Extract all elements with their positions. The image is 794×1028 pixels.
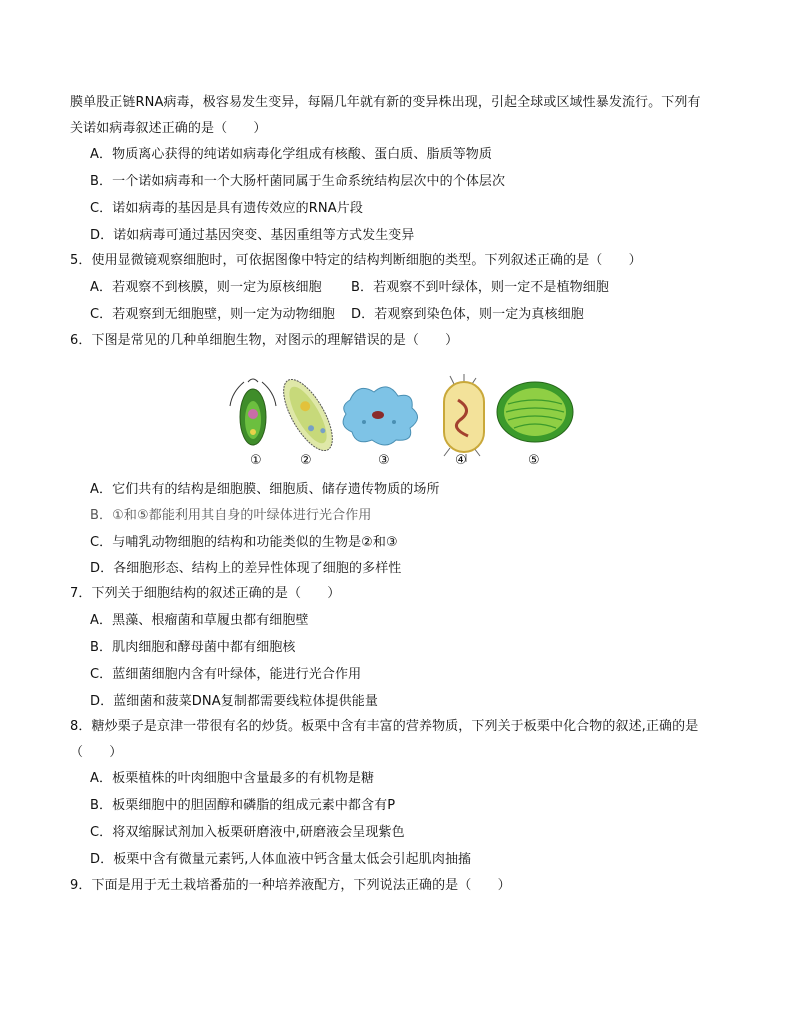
q5-option-d: D．若观察到染色体，则一定为真核细胞 — [351, 307, 584, 322]
q7-stem: 7．下列关于细胞结构的叙述正确的是（ ） — [70, 586, 341, 601]
q8-option-a: A．板栗植株的叶肉细胞中含量最多的有机物是糖 — [90, 771, 375, 786]
q5-option-c: C．若观察到无细胞壁，则一定为动物细胞 — [90, 307, 335, 322]
figure-label-2: ② — [300, 453, 312, 468]
chlamydomonas-illustration — [230, 379, 276, 445]
q7-option-c: C．蓝细菌细胞内含有叶绿体，能进行光合作用 — [90, 667, 362, 682]
q6-stem: 6．下图是常见的几种单细胞生物，对图示的理解错误的是（ ） — [70, 333, 459, 348]
q4-stem-line1: 膜单股正链RNA病毒，极容易发生变异，每隔几年就有新的变异株出现，引起全球或区域性暴发流行。下列有 — [70, 95, 701, 110]
paramecium-illustration — [274, 372, 342, 457]
amoeba-illustration — [343, 387, 417, 445]
q8-option-d: D．板栗中含有微量元素钙,人体血液中钙含量太低会引起肌肉抽搐 — [90, 852, 472, 867]
q8-stem-line1: 8．糖炒栗子是京津一带很有名的炒货。板栗中含有丰富的营养物质，下列关于板栗中化合物的叙述,正确的是 — [70, 719, 699, 734]
q4-option-d: D．诺如病毒可通过基因突变、基因重组等方式发生变异 — [90, 228, 415, 243]
green-alga-illustration — [497, 382, 573, 442]
q8-stem-line2: （ ） — [70, 745, 123, 760]
q5-option-a: A．若观察不到核膜，则一定为原核细胞 — [90, 280, 322, 295]
q9-stem: 9．下面是用于无土栽培番茄的一种培养液配方，下列说法正确的是（ ） — [70, 878, 511, 893]
q5-stem: 5．使用显微镜观察细胞时，可依据图像中特定的结构判断细胞的类型。下列叙述正确的是（ ） — [70, 253, 642, 268]
figure-label-5: ⑤ — [528, 453, 540, 468]
q6-option-d: D．各细胞形态、结构上的差异性体现了细胞的多样性 — [90, 561, 402, 576]
q5-option-b: B．若观察不到叶绿体，则一定不是植物细胞 — [351, 280, 609, 295]
single-cell-organisms-figure — [218, 370, 578, 470]
figure-label-4: ④ — [455, 453, 467, 468]
q4-option-c: C．诺如病毒的基因是具有遗传效应的RNA片段 — [90, 201, 363, 216]
q4-stem-line2: 关诺如病毒叙述正确的是（ ） — [70, 121, 267, 136]
q7-option-a: A．黑藻、根瘤菌和草履虫都有细胞壁 — [90, 613, 309, 628]
q4-option-a: A．物质离心获得的纯诺如病毒化学组成有核酸、蛋白质、脂质等物质 — [90, 147, 492, 162]
figure-label-1: ① — [250, 453, 262, 468]
q7-option-b: B．肌肉细胞和酵母菌中都有细胞核 — [90, 640, 296, 655]
q8-option-b: B．板栗细胞中的胆固醇和磷脂的组成元素中都含有P — [90, 798, 396, 813]
q7-option-d: D．蓝细菌和菠菜DNA复制都需要线粒体提供能量 — [90, 694, 378, 709]
q6-option-b: B．①和⑤都能利用其自身的叶绿体进行光合作用 — [90, 508, 372, 523]
q6-option-a: A．它们共有的结构是细胞膜、细胞质、储存遗传物质的场所 — [90, 482, 440, 497]
q4-option-b: B．一个诺如病毒和一个大肠杆菌同属于生命系统结构层次中的个体层次 — [90, 174, 506, 189]
q8-option-c: C．将双缩脲试剂加入板栗研磨液中,研磨液会呈现紫色 — [90, 825, 405, 840]
figure-label-3: ③ — [378, 453, 390, 468]
bacterium-illustration — [444, 374, 484, 462]
q6-option-c: C．与哺乳动物细胞的结构和功能类似的生物是②和③ — [90, 535, 398, 550]
